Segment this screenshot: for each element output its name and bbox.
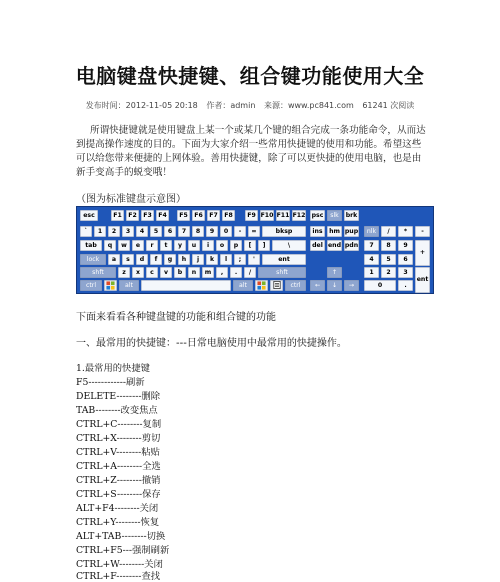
key-num-3: 3 — [398, 267, 413, 278]
publish-time: 发布时间：2012-11-05 20:18 — [85, 101, 198, 110]
key-num-plus: + — [415, 240, 430, 266]
key-c: c — [146, 267, 158, 278]
menu-key-icon — [270, 280, 283, 291]
key-ctrl-left: ctrl — [80, 280, 102, 291]
key-l: l — [220, 254, 232, 265]
key-f10: F10 — [260, 212, 274, 219]
key-f3: F3 — [141, 210, 154, 221]
list-item: ALT+TAB--------切换 — [76, 531, 166, 542]
key-f8: F8 — [222, 210, 235, 221]
key-w: w — [118, 240, 130, 251]
windows-logo-icon — [255, 280, 268, 291]
key-9: 9 — [206, 226, 218, 237]
key-z: z — [118, 267, 130, 278]
key-num-7: 7 — [364, 240, 379, 251]
key-m: m — [202, 267, 214, 278]
key-8: 8 — [192, 226, 204, 237]
key-arrow-down: ↓ — [327, 280, 342, 291]
source: 来源：www.pc841.com — [263, 101, 354, 110]
list-item: TAB--------改变焦点 — [76, 405, 158, 416]
key-h: h — [178, 254, 190, 265]
key-4: 4 — [136, 226, 148, 237]
key-r: r — [146, 240, 158, 251]
key-backtick: ` — [80, 226, 92, 237]
key-1: 1 — [94, 226, 106, 237]
list-item: CTRL+Y--------恢复 — [76, 517, 160, 528]
key-delete: del — [310, 240, 325, 251]
key-a: a — [108, 254, 120, 265]
key-0: 0 — [220, 226, 232, 237]
key-v: v — [160, 267, 172, 278]
list-item: CTRL+F5---强制刷新 — [76, 545, 170, 556]
key-d: d — [136, 254, 148, 265]
key-num-decimal: . — [398, 280, 413, 291]
key-num-5: 5 — [381, 254, 396, 265]
key-s: s — [122, 254, 134, 265]
list-heading: 1.最常用的快捷键 — [76, 363, 150, 374]
key-insert: ins — [310, 226, 325, 237]
key-num-multiply: * — [398, 226, 413, 237]
key-equal: = — [248, 226, 260, 237]
author: 作者：admin — [206, 101, 256, 110]
key-slk: slk — [327, 210, 342, 221]
list-item: F5------------刷新 — [76, 377, 145, 388]
key-num-6: 6 — [398, 254, 413, 265]
key-num-2: 2 — [381, 267, 396, 278]
key-num-minus: - — [415, 226, 430, 237]
key-arrow-right: → — [344, 280, 359, 291]
keyboard-diagram — [76, 206, 434, 294]
section-heading: 一、最常用的快捷键：---日常电脑使用中最常用的快捷操作。 — [76, 338, 347, 349]
key-shift-right: shft — [258, 267, 306, 278]
key-g: g — [164, 254, 176, 265]
list-item: CTRL+S--------保存 — [76, 489, 161, 500]
list-item: ALT+F4--------关闭 — [76, 503, 159, 514]
key-3: 3 — [122, 226, 134, 237]
key-quote: ' — [248, 254, 260, 265]
key-esc: esc — [80, 210, 98, 221]
key-home: hm — [327, 226, 342, 237]
key-num-0: 0 — [364, 280, 396, 291]
key-f9: F9 — [245, 210, 258, 221]
list-item: CTRL+F--------查找 — [76, 571, 161, 582]
key-tab: tab — [80, 240, 102, 251]
key-f6: F6 — [192, 210, 205, 221]
key-f5: F5 — [177, 210, 190, 221]
key-brk: brk — [345, 212, 358, 219]
list-item: CTRL+A--------全选 — [76, 461, 161, 472]
key-arrow-left: ← — [310, 280, 325, 291]
key-space — [141, 280, 231, 291]
key-i: i — [202, 240, 214, 251]
key-f1: F1 — [111, 210, 124, 221]
key-2: 2 — [108, 226, 120, 237]
list-item: CTRL+W--------关闭 — [76, 559, 163, 570]
key-u: u — [188, 240, 200, 251]
key-f2: F2 — [126, 210, 139, 221]
key-7: 7 — [178, 226, 190, 237]
key-alt-right: alt — [233, 280, 253, 291]
key-psc: psc — [311, 212, 324, 219]
key-x: x — [132, 267, 144, 278]
key-q: q — [104, 240, 116, 251]
article-meta — [0, 100, 500, 111]
key-num-1: 1 — [364, 267, 379, 278]
key-6: 6 — [164, 226, 176, 237]
key-page-down: pdn — [344, 242, 359, 249]
key-minus: - — [234, 226, 246, 237]
key-caps-lock: lock — [80, 254, 106, 265]
key-num-lock: nlk — [364, 226, 379, 237]
list-item: CTRL+Z--------撤销 — [76, 475, 161, 486]
key-j: j — [192, 254, 204, 265]
key-f11: F11 — [276, 212, 290, 219]
key-bracket-right: ] — [258, 240, 270, 251]
key-f12: F12 — [292, 212, 306, 219]
key-num-8: 8 — [381, 240, 396, 251]
key-enter: ent — [262, 254, 306, 265]
list-item: CTRL+C--------复制 — [76, 419, 162, 430]
list-item: DELETE--------删除 — [76, 391, 161, 402]
windows-logo-icon — [104, 280, 117, 291]
view-count: 61241 次阅读 — [362, 101, 415, 110]
list-item: CTRL+X--------剪切 — [76, 433, 161, 444]
key-e: e — [132, 240, 144, 251]
key-ctrl-right: ctrl — [285, 280, 306, 291]
key-alt-left: alt — [119, 280, 139, 291]
key-p: p — [230, 240, 242, 251]
key-t: t — [160, 240, 172, 251]
key-shift-left: shft — [80, 267, 116, 278]
key-arrow-up: ↑ — [327, 267, 342, 278]
key-backslash: \ — [272, 240, 306, 251]
key-end: end — [327, 242, 342, 249]
key-num-4: 4 — [364, 254, 379, 265]
key-bracket-left: [ — [244, 240, 256, 251]
key-f4: F4 — [156, 210, 169, 221]
key-f: f — [150, 254, 162, 265]
key-num-divide: / — [381, 226, 396, 237]
key-semicolon: ; — [234, 254, 246, 265]
section-intro: 下面来看看各种键盘键的功能和组合键的功能 — [76, 312, 276, 323]
key-num-9: 9 — [398, 240, 413, 251]
key-period: . — [230, 267, 242, 278]
key-n: n — [188, 267, 200, 278]
key-f7: F7 — [207, 210, 220, 221]
key-y: y — [174, 240, 186, 251]
key-b: b — [174, 267, 186, 278]
key-page-up: pup — [344, 228, 359, 235]
key-o: o — [216, 240, 228, 251]
list-item: CTRL+V--------粘贴 — [76, 447, 160, 458]
key-comma: , — [216, 267, 228, 278]
key-backspace: bksp — [262, 226, 306, 237]
intro-paragraph: 所谓快捷键就是使用键盘上某一个或某几个键的组合完成一条功能命令，从而达到提高操作速度的目的。下面为大家介绍一些常用快捷键的使用和功能。希望这些可以给您带来便捷的上网体验。善用快捷键，除了可以更快捷的使用电脑，也是由新手变高手的蜕变哦！ — [76, 125, 426, 178]
key-num-enter: ent — [415, 267, 430, 293]
key-5: 5 — [150, 226, 162, 237]
article-title: 电脑键盘快捷键、组合键功能使用大全 — [75, 64, 425, 88]
key-slash: / — [244, 267, 256, 278]
keyboard-caption: （图为标准键盘示意图） — [76, 194, 186, 205]
key-k: k — [206, 254, 218, 265]
